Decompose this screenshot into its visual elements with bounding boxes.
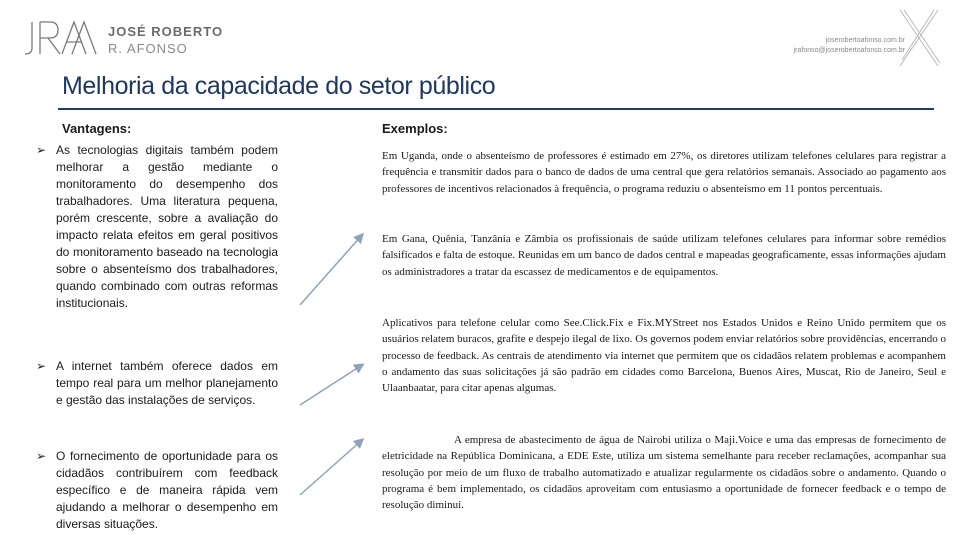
arrow-bullet-icon: ➢ (36, 449, 47, 463)
contact-email: jrafonso@joserobertoafonso.com.br (793, 47, 905, 54)
example-paragraph-4: A empresa de abastecimento de água de Nairobi utiliza o Maji.Voice e uma das empresas de fornecimento de eletricidade na República Dominicana, a EDE Este, utiliza um sistema semelhante para receber reclamações, acompanhar sua resolução por meio de um fluxo de trabalho automatizado e atualizar regularmente os cidadãos sobre o andamento. Quando o programa é bem implementado, os cidadãos aproveitam com entusiasmo a oportunidade de fornecer feedback e o tempo de resolução diminui. (382, 434, 946, 512)
examples-heading: Exemplos: (382, 121, 448, 136)
connector-arrow-3 (300, 440, 362, 495)
example-paragraph-2: Em Gana, Quênia, Tanzânia e Zâmbia os profissionais de saúde utilizam telefones celulares para informar sobre remédios falsificados e falta de estoque. Reunidas em um banco de dados central e mapeadas geograficamente, essas informações ajudam os administradores a tratar da escassez de medicamentos e de equipamentos. (382, 233, 946, 278)
brand-name-line1: JOSÉ ROBERTO (108, 24, 224, 39)
example-paragraph-1: Em Uganda, onde o absenteísmo de professores é estimado em 27%, os diretores utilizam telefones celulares para registrar a frequência e transmitir dados para o banco de dados de uma central que gera relatórios semanais. Associado ao pagamento aos professores de incentivos relacionados à frequência, o programa reduziu o absenteísmo em 11 pontos percentuais. (382, 150, 946, 195)
advantage-text-3: O fornecimento de oportunidade para os cidadãos contribuírem com feedback específico e de maneira rápida vem ajudando a melhorar o desempenho em diversas situações. (56, 449, 278, 531)
arrow-bullet-icon: ➢ (36, 143, 47, 157)
advantage-text-1: As tecnologias digitais também podem melhorar a gestão mediante o monitoramento do desempenho dos trabalhadores. Uma literatura pequena, porém crescente, sobre a avaliação do impacto relata efeitos em geral positivos do monitoramento baseado na tecnologia sobre o absenteísmo dos trabalhadores, quando combinado com outras reformas institucionais. (56, 143, 278, 310)
connector-arrow-1 (300, 235, 362, 305)
advantage-text-2: A internet também oferece dados em tempo real para um melhor planejamento e gestão das instalações de serviços. (56, 359, 278, 407)
connector-arrow-2 (300, 365, 362, 405)
contact-website: joserobertoafonso.com.br (825, 37, 905, 44)
brand-name-line2: R. AFONSO (108, 41, 188, 56)
example-paragraph-3: Aplicativos para telefone celular como See.Click.Fix e Fix.MYStreet nos Estados Unidos e Reino Unido permitem que os usuários relatem buracos, grafite e despejo ilegal de lixo. Os governos podem enviar relatórios sobre providências, encerrando o processo de feedback. As centrais de atendimento via internet que permitem que os cidadãos relatem problemas e acompanhem o andamento das suas solicitações já são padrão em cidades como Barcelona, Buenos Aires, Muscat, Rio de Janeiro, Seul e Ulaanbaatar, para citar apenas algumas. (382, 317, 946, 395)
advantages-heading: Vantagens: (62, 121, 132, 136)
page-title: Melhoria da capacidade do setor público (62, 72, 496, 100)
arrow-bullet-icon: ➢ (36, 359, 47, 373)
